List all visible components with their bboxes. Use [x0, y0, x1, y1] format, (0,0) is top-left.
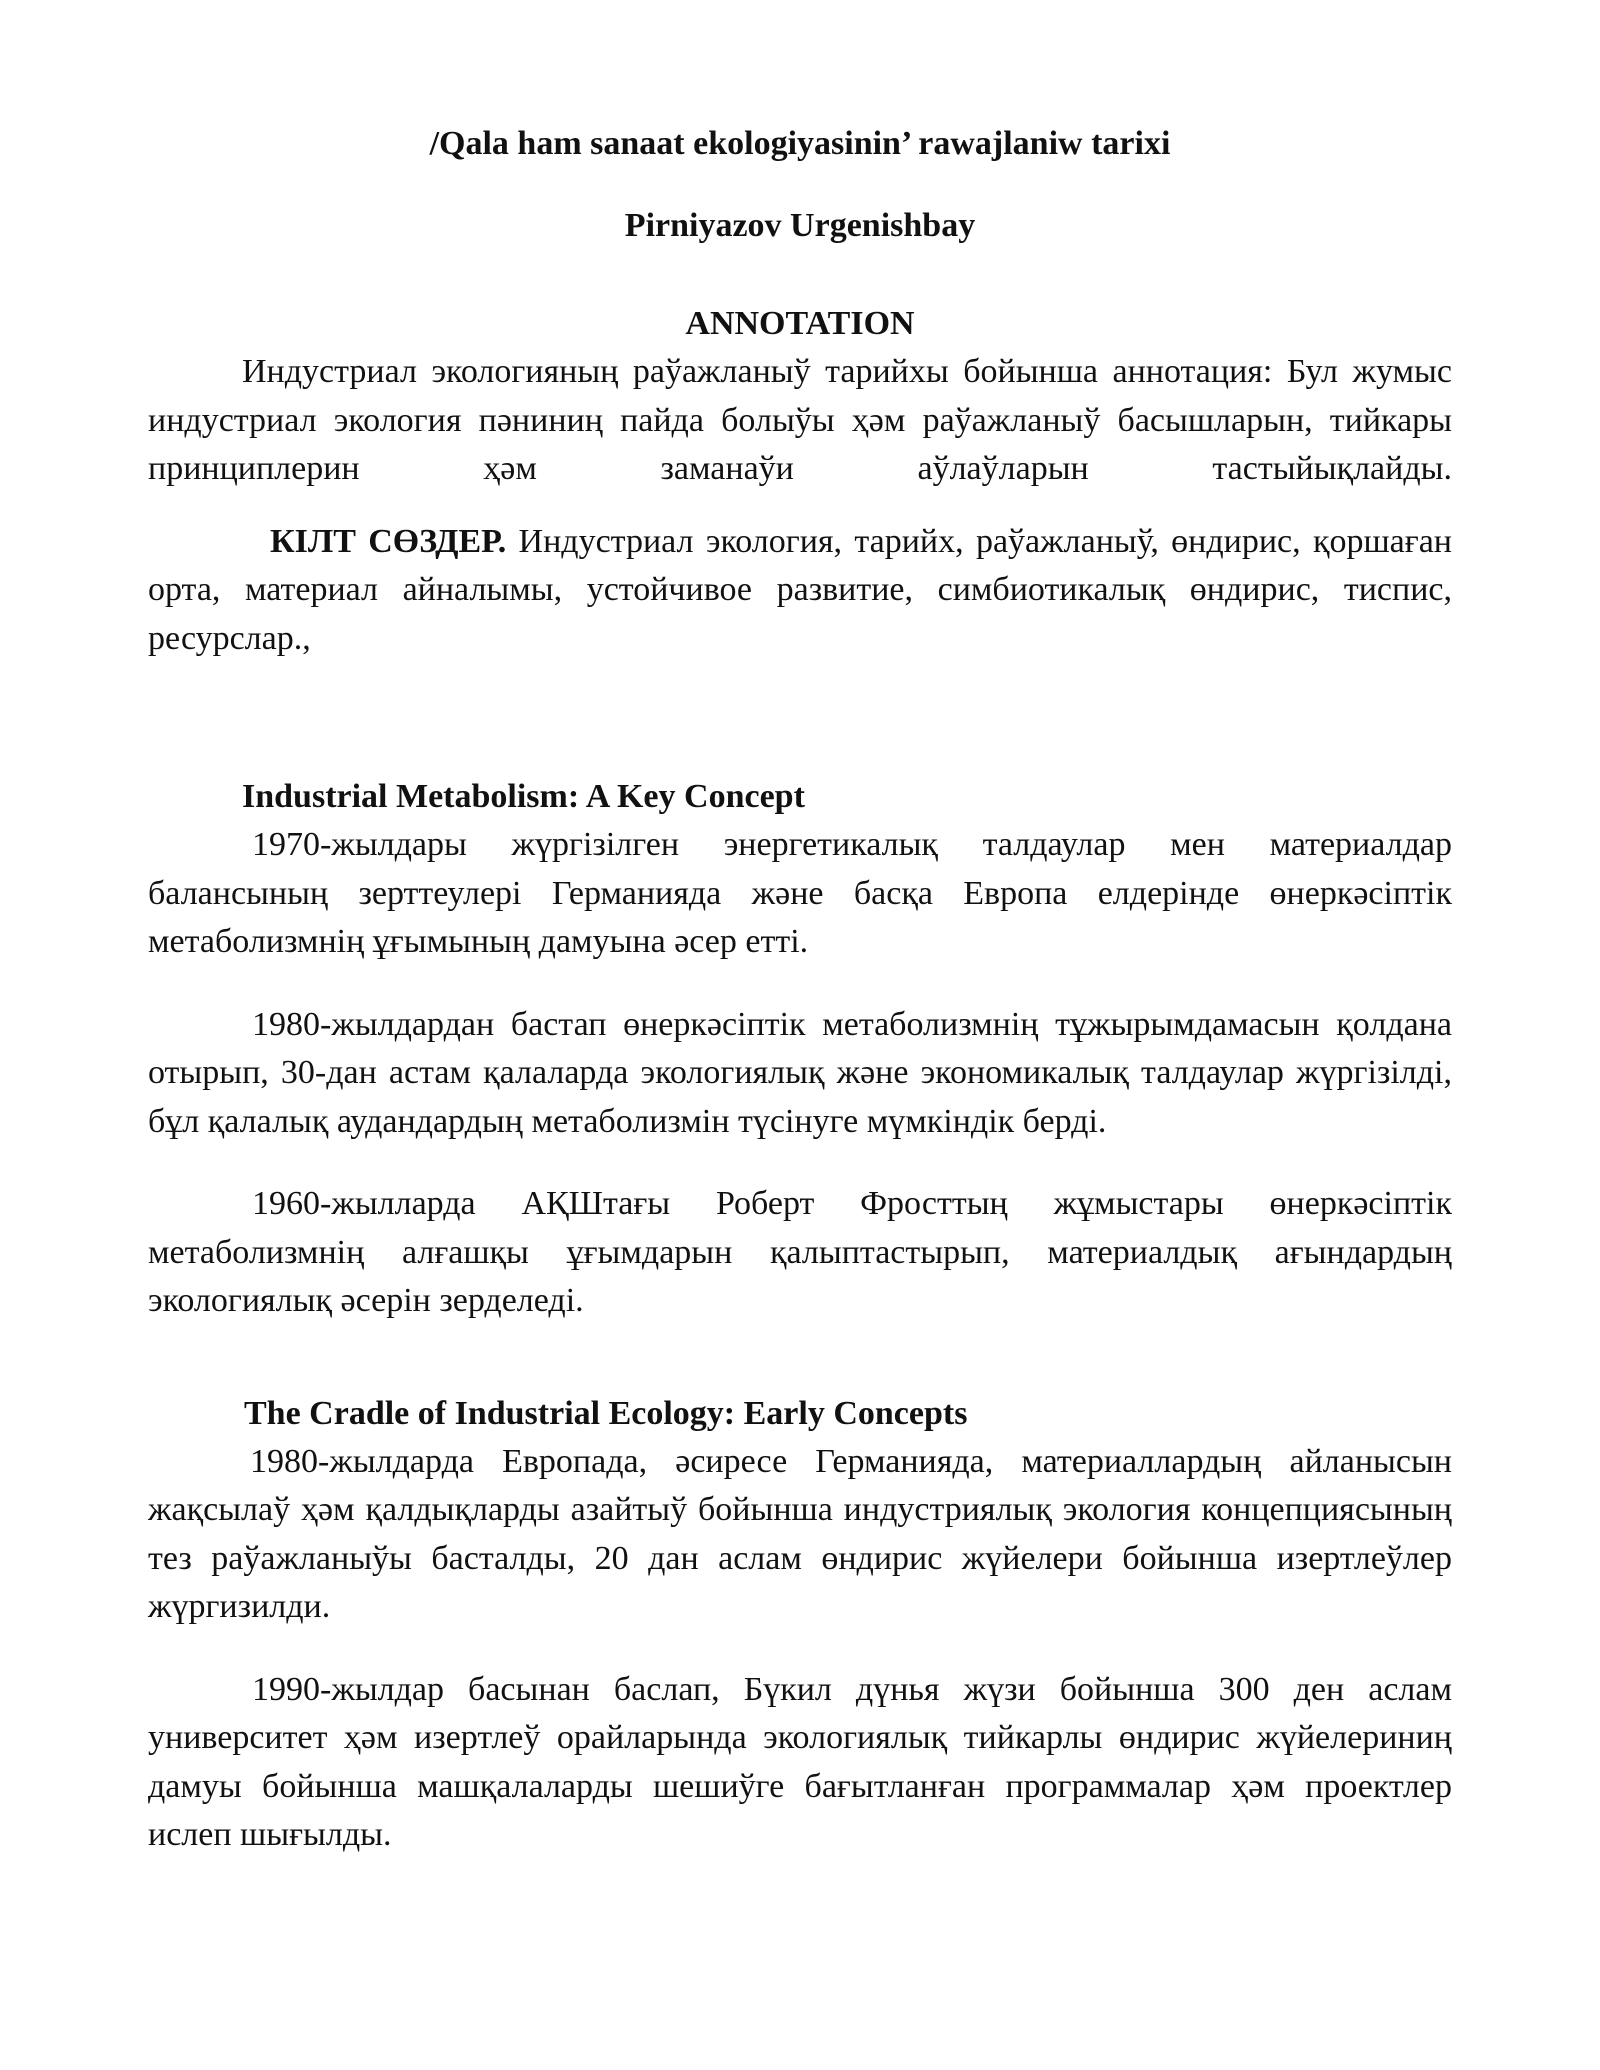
- keywords-paragraph: [148, 518, 1452, 664]
- paragraph-1980s-metabolism: 1980-жылдардан бастап өнеркәсіптік метаболизмнің тұжырымдамасын қолдана отырып, 30-дан астам қалаларда экологиялық және экономикалық талдаулар жүргізілді, бұл қалалық аудандардың метаболизмін түсінуге мүмкіндік берді.: [148, 1005, 1452, 1140]
- section-heading-industrial-metabolism: Industrial Metabolism: A Key Concept: [242, 778, 805, 815]
- keywords-label: КІЛТ СӨЗДЕР.: [270, 522, 507, 560]
- author-name: Pirniyazov Urgenishbay: [624, 207, 976, 244]
- document-title: /Qala ham sanaat ekologiyasinin’ rawajlaniw tarixi: [429, 125, 1171, 162]
- keywords-text: Индустриал экология, тарийх, раўажланыў, өндирис, қоршаған орта, материал айналымы, устойчивое развитие, симбиотикалық өндирис, тиспис, ресурслар.,: [148, 522, 1453, 657]
- annotation-paragraph: Индустриал экологияның раўажланыў тарийхы бойынша аннотация: Бул жумыс индустриал экология пәниниң пайда болыўы ҳәм раўажланыў басышларын, тийкары принциплерин ҳәм заманаўи аўлаўларын тастыйықлайды.: [148, 353, 1452, 487]
- section-heading-cradle: The Cradle of Industrial Ecology: Early Concepts: [244, 1394, 968, 1432]
- paragraph-1980s-europe: 1980-жылдарда Европада, әсиресе Германияда, материаллардың айланысын жақсылаў ҳәм қалдықларды азайтыў бойынша индустриялық экология концепциясының тез раўажланыўы басталды, 20 дан аслам өндирис жүйелери бойынша изертлеўлер жүргизилди.: [148, 1442, 1452, 1625]
- paragraph-1990s: 1990-жылдар басынан баслап, Бүкил дүнья жүзи бойынша 300 ден аслам университет ҳәм изертлеў орайларында экологиялық тийкарлы өндирис жүйелериниң дамуы бойынша машқалаларды шешиўге бағытланған программалар ҳәм проектлер ислеп шығылды.: [148, 1670, 1452, 1853]
- document-page: [148, 120, 1452, 1860]
- paragraph-1970s: 1970-жылдары жүргізілген энергетикалық талдаулар мен материалдар балансының зерттеулері Германияда және басқа Европа елдерінде өнеркәсіптік метаболизмнің ұғымының дамуына әсер етті.: [148, 826, 1452, 960]
- annotation-heading: ANNOTATION: [685, 305, 915, 342]
- paragraph-1960s: 1960-жылларда АҚШтағы Роберт Фросттың жұмыстары өнеркәсіптік метаболизмнің алғашқы ұғымдарын қалыптастырып, материалдық ағындардың экологиялық әсерін зерделеді.: [148, 1185, 1452, 1319]
